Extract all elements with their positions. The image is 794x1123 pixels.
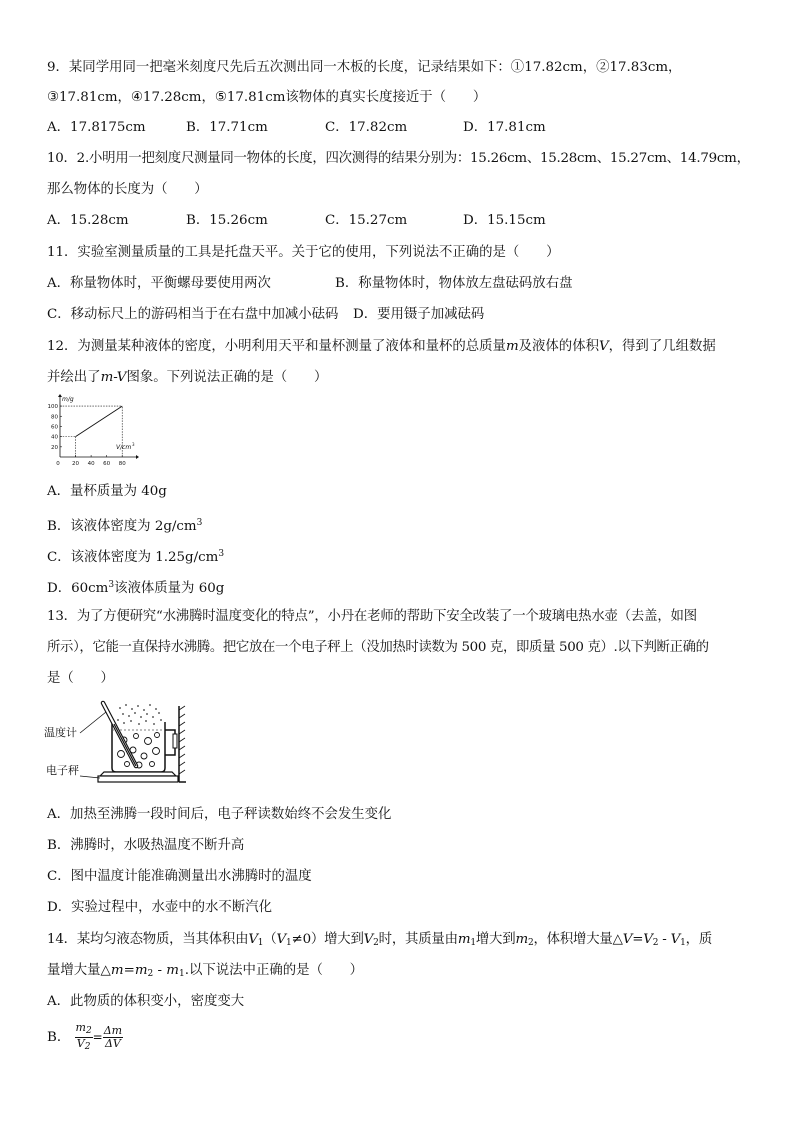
q14-option-b xyxy=(47,1020,123,1055)
q10-stem-line1: 10．2.小明用一把刻度尺测量同一物体的长度，四次测得的结果分别为：15.26cm、15.28cm、15.27cm、14.79cm， xyxy=(47,151,750,166)
q14-stem-line1 xyxy=(47,930,712,953)
q14-text-1: 14．某均匀液态物质，当其体积由 xyxy=(47,932,249,947)
q14-frac-num2: Δm xyxy=(103,1024,123,1037)
q12-stem-text-a: 12．为测量某种液体的密度，小明利用天平和量杯测量了液体和量杯的总质量 xyxy=(47,339,506,354)
steam xyxy=(117,704,162,725)
q12-option-b-sup: 3 xyxy=(196,518,203,528)
q14-text-2: （ xyxy=(263,932,277,947)
bubbles xyxy=(118,733,160,769)
q14-text-8: 量增大量△ xyxy=(47,963,111,978)
q12-symbol-v: V xyxy=(598,339,609,354)
scale-label: 电子秤 xyxy=(46,764,79,777)
q11-stem: 11．实验室测量质量的工具是托盘天平。关于它的使用，下列说法不正确的是（ ） xyxy=(47,245,560,260)
x-tick-label: 80 xyxy=(118,461,126,467)
kettle-illustration xyxy=(44,700,194,790)
q12-stem-text-e: 图象。下列说法正确的是（ ） xyxy=(126,370,328,385)
x-tick-label: 0 xyxy=(56,461,60,467)
q14-dv-minus: - V xyxy=(658,932,681,947)
q14-frac-num1: m xyxy=(75,1021,86,1034)
q14-m1-sub: 1 xyxy=(470,938,476,948)
q13-option-b: B．沸腾时，水吸热温度不断升高 xyxy=(47,838,245,853)
thermometer-label: 温度计 xyxy=(44,726,77,739)
x-tick-label: 60 xyxy=(103,461,111,467)
q14-option-a: A．此物质的体积变小，密度变大 xyxy=(47,994,245,1009)
q14-frac-num1-sub: 2 xyxy=(85,1026,92,1036)
q11-option-a: A．称量物体时，平衡螺母要使用两次 xyxy=(47,276,271,291)
q11-option-d: D．要用镊子加减砝码 xyxy=(353,307,485,322)
q14-option-b-label: B． xyxy=(47,1030,71,1045)
x-tick-label: 40 xyxy=(87,461,95,467)
q14-text-11: .以下说法中正确的是（ ） xyxy=(184,963,364,978)
y-tick-label: 60 xyxy=(51,424,58,431)
q14-frac-den1-sub: 2 xyxy=(84,1042,91,1052)
q14-v1-sub: 1 xyxy=(257,938,264,948)
q14-dm-m1: m xyxy=(166,963,179,978)
q12-option-c-sup: 3 xyxy=(218,549,225,559)
q14-option-b-frac-left xyxy=(75,1022,93,1053)
q9-option-c: C．17.82cm xyxy=(325,120,408,135)
q9-stem-line2: ③17.81cm，④17.28cm，⑤17.81cm该物体的真实长度接近于（ ） xyxy=(47,90,487,105)
x-axis-label-sup: 3 xyxy=(132,442,135,447)
q12-option-b-text: B．该液体密度为 2g/cm xyxy=(47,519,197,534)
q9-option-d: D．17.81cm xyxy=(463,120,546,135)
q14-v1b: V xyxy=(276,932,287,947)
q14-dm-m1-sub: 1 xyxy=(179,969,185,979)
q14-option-b-frac-right xyxy=(103,1025,123,1050)
y-tick-label: 40 xyxy=(51,434,58,441)
x-axis-arrow xyxy=(136,455,139,459)
q12-option-c-text: C．该液体密度为 1.25g/cm xyxy=(47,550,219,565)
mv-chart xyxy=(44,394,150,470)
q14-v1: V xyxy=(248,932,258,947)
q14-text-6: ，体积增大量 xyxy=(533,932,613,947)
q14-text-4: 时，其质量由 xyxy=(378,932,458,947)
q13-stem-line3: 是（ ） xyxy=(47,671,114,686)
q12-option-d-sup: 3 xyxy=(108,580,115,590)
q13-option-d: D．实验过程中，水壶中的水不断汽化 xyxy=(47,900,272,915)
q14-frac-den2: ΔV xyxy=(104,1037,121,1050)
q9-option-b: B．17.71cm xyxy=(186,120,268,135)
q10-option-d: D．15.15cm xyxy=(463,213,546,228)
q14-dv-sub2: 2 xyxy=(652,938,659,948)
q14-option-b-eq: = xyxy=(92,1030,103,1044)
q14-dm-m2-sub: 2 xyxy=(147,969,154,979)
q12-option-d-text-a: D．60cm xyxy=(47,581,109,596)
q12-option-b xyxy=(47,513,202,537)
q11-option-b: B．称量物体时，物体放左盘砝码放右盘 xyxy=(335,276,573,291)
q14-text-9: = xyxy=(123,963,135,978)
q12-option-d xyxy=(47,575,224,599)
q13-option-a: A．加热至沸腾一段时间后，电子秤读数始终不会发生变化 xyxy=(47,807,392,822)
q14-stem-line2 xyxy=(47,961,363,984)
q14-m2-sub: 2 xyxy=(527,938,534,948)
q12-stem-line1 xyxy=(47,337,716,357)
q12-stem-line2 xyxy=(47,368,327,388)
q13-stem-line1: 13．为了方便研究“水沸腾时温度变化的特点”，小丹在老师的帮助下安全改装了一个玻璃电热水壶（去盖，如图 xyxy=(47,609,697,624)
q14-m1: m xyxy=(457,932,471,947)
q13-stem-line2: 所示），它能一直保持水沸腾。把它放在一个电子秤上（没加热时读数为 500 克，即质量 500 克）.以下判断正确的 xyxy=(47,640,709,655)
q11-option-c: C．移动标尺上的游码相当于在右盘中加减小砝码 xyxy=(47,307,339,322)
q14-text-7: ，质 xyxy=(685,932,713,947)
q10-option-a: A．15.28cm xyxy=(47,213,129,228)
q14-v2: V xyxy=(363,932,374,947)
q14-dv-sub1: 1 xyxy=(680,938,686,948)
q14-frac-den1: V xyxy=(76,1037,85,1050)
q10-option-c: C．15.27cm xyxy=(325,213,408,228)
y-tick-label: 80 xyxy=(51,414,58,421)
q14-text-10: - xyxy=(153,963,167,978)
q12-symbol-m: m xyxy=(505,339,519,354)
q10-option-b: B．15.26cm xyxy=(186,213,268,228)
q14-text-3: ≠0）增大到 xyxy=(291,932,364,947)
q12-option-c xyxy=(47,544,224,568)
q12-option-d-text-b: 该液体质量为 60g xyxy=(114,581,225,596)
y-tick-label: 100 xyxy=(47,404,58,411)
q14-v1b-sub: 1 xyxy=(286,938,292,948)
q12-stem-text-d: 并绘出了 xyxy=(47,370,101,385)
q14-dv-expr: △V=V xyxy=(612,932,653,947)
q14-v2-sub: 2 xyxy=(373,938,379,948)
q9-stem-line1: 9．某同学用同一把毫米刻度尺先后五次测出同一木板的长度，记录结果如下：①17.82cm，②17.83cm， xyxy=(47,60,682,75)
q14-text-5: 增大到 xyxy=(475,932,516,947)
q10-stem-line2: 那么物体的长度为（ ） xyxy=(47,182,208,197)
q12-option-a: A．量杯质量为 40g xyxy=(47,484,167,499)
x-axis-label: V/cm xyxy=(116,444,132,451)
q12-symbol-mv: m-V xyxy=(100,370,127,385)
q12-stem-text-b: 及液体的体积 xyxy=(518,339,599,354)
q14-m2: m xyxy=(515,932,528,947)
q14-dm: m xyxy=(110,963,124,978)
q14-dm-m2: m xyxy=(134,963,148,978)
series-line xyxy=(76,406,123,437)
y-tick-label: 20 xyxy=(51,444,58,451)
q13-option-c: C．图中温度计能准确测量出水沸腾时的温度 xyxy=(47,869,312,884)
y-axis-label: m/g xyxy=(62,396,74,403)
x-tick-label: 20 xyxy=(72,461,80,467)
q12-stem-text-c: ，得到了几组数据 xyxy=(608,339,716,354)
q9-option-a: A．17.8175cm xyxy=(47,120,146,135)
